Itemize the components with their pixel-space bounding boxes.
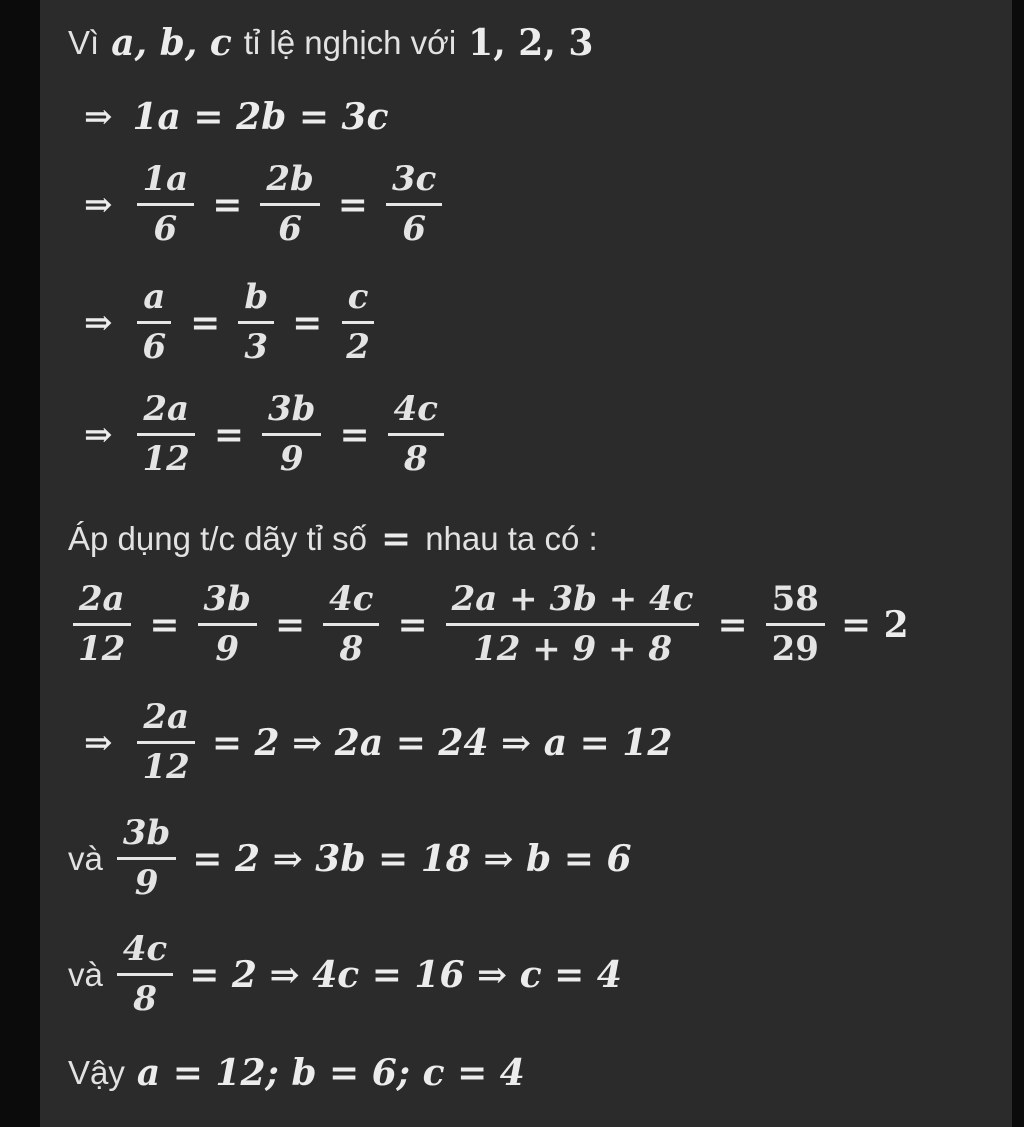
denominator: 8 [133,979,157,1020]
solve-b-line [68,814,992,903]
equals-symbol: = [274,603,306,646]
numerator: a [137,278,171,324]
numerator: 3b [262,390,321,436]
intro-line [68,22,992,64]
fraction [323,580,379,669]
fraction [72,580,131,669]
equals-symbol: = [190,301,221,344]
and-text: và [68,839,103,877]
numerator: b [238,278,274,324]
intro-numbers: 1, 2, 3 [468,22,594,64]
denominator: 6 [402,209,426,250]
equation-line-3 [84,278,992,367]
result-expr: = 2 [840,603,909,646]
numerator: 4c [388,390,444,436]
numerator: 4c [323,580,379,626]
denominator: 6 [153,209,178,250]
fraction [117,930,173,1019]
implies-symbol: ⇒ [84,722,113,763]
numerator: 2a + 3b + 4c [446,580,700,626]
denominator: 9 [215,629,240,670]
denominator: 12 [142,439,190,480]
denominator: 2 [346,327,370,368]
equation-expr: 1a = 2b = 3c [132,96,389,138]
solve-a-expr: = 2 ⇒ 2a = 24 ⇒ a = 12 [211,721,673,764]
fraction [388,390,444,479]
equation-line-1 [84,96,992,138]
denominator: 12 [142,747,190,788]
denominator: 6 [278,209,302,250]
numerator: 2b [260,160,319,206]
equals-symbol: = [337,183,368,226]
fraction [260,160,319,249]
denominator: 29 [771,629,819,670]
solve-a-line [84,698,992,787]
equals-symbol: = [381,518,412,560]
numerator: 2a [137,698,195,744]
numerator: 2a [73,580,131,626]
denominator: 3 [244,327,269,368]
conclusion-text: Vậy [68,1054,125,1091]
denominator: 12 + 9 + 8 [473,629,673,670]
and-text: và [68,955,103,993]
fraction [446,580,700,669]
solve-c-expr: = 2 ⇒ 4c = 16 ⇒ c = 4 [189,953,622,996]
numerator: c [342,278,375,324]
denominator: 9 [134,863,159,904]
conclusion-line [68,1052,992,1094]
solve-b-expr: = 2 ⇒ 3b = 18 ⇒ b = 6 [192,837,632,880]
equals-symbol: = [292,301,323,344]
equals-symbol: = [212,183,243,226]
property-text-2: nhau ta có : [425,520,598,557]
numerator: 3c [386,160,442,206]
fraction [386,160,442,249]
equation-line-2 [84,160,992,249]
implies-symbol: ⇒ [84,414,113,455]
property-text: Áp dụng t/c dãy tỉ số [68,520,368,557]
denominator: 8 [339,629,364,670]
solve-c-line [68,930,992,1019]
fraction [137,698,196,787]
fraction [198,580,257,669]
ratio-series-line [68,580,992,669]
equation-line-4 [84,390,992,479]
implies-symbol: ⇒ [84,97,113,137]
equals-symbol: = [717,603,748,646]
equals-symbol: = [213,413,244,456]
numerator: 3b [198,580,257,626]
denominator: 8 [403,439,428,480]
numerator: 58 [766,580,825,626]
fraction [137,390,196,479]
fraction [137,278,173,367]
solution-panel [40,0,1012,1127]
fraction [137,160,195,249]
numerator: 1a [137,160,195,206]
denominator: 9 [279,439,304,480]
numerator: 2a [137,390,195,436]
fraction [117,814,176,903]
fraction [262,390,321,479]
intro-vars: a, b, c [111,22,232,64]
numerator: 3b [117,814,176,860]
intro-text: Vì [68,24,100,61]
intro-text-2: tỉ lệ nghịch với [243,24,457,61]
denominator: 12 [78,629,126,670]
conclusion-expr: a = 12; b = 6; c = 4 [136,1052,525,1094]
implies-symbol: ⇒ [84,302,113,343]
fraction [238,278,274,367]
denominator: 6 [142,327,167,368]
equals-symbol: = [397,603,428,646]
fraction [766,580,825,669]
fraction [340,278,376,367]
implies-symbol: ⇒ [84,184,113,225]
equals-symbol: = [339,413,370,456]
equals-symbol: = [149,603,180,646]
numerator: 4c [117,930,173,976]
property-line [68,518,992,560]
